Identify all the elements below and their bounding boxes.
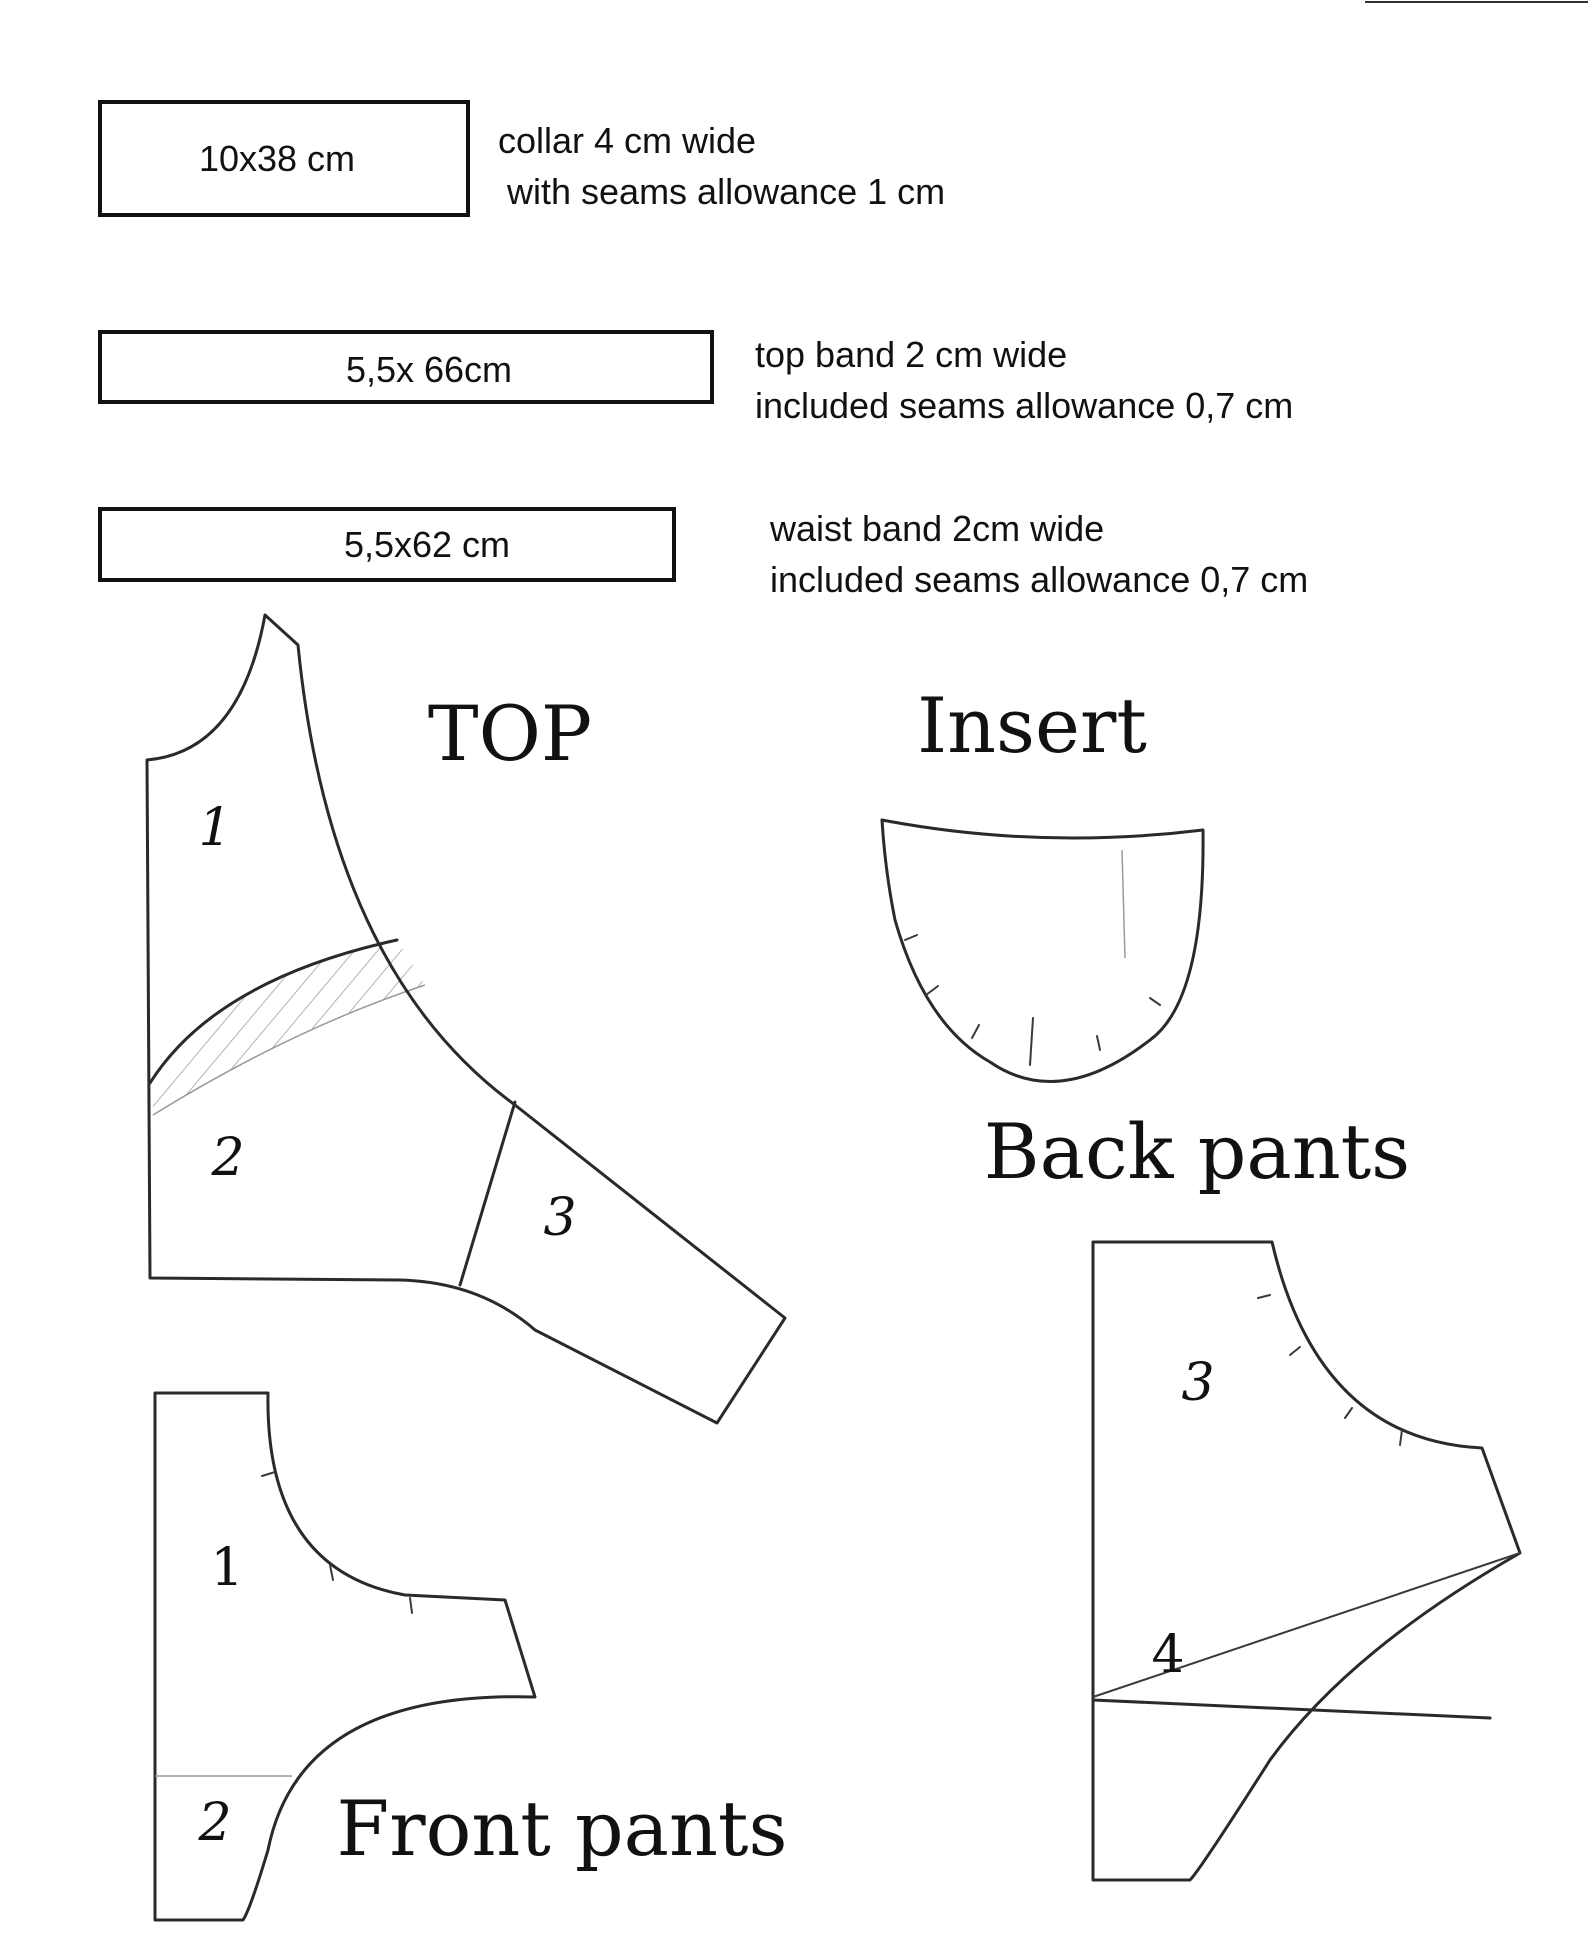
insert-notch-2 [926,986,938,995]
back-pants-divider [1093,1700,1490,1718]
insert-notch-1 [905,935,917,940]
front-pants-number-1: 1 [210,1538,244,1598]
insert-outline [882,820,1203,1082]
back-pants-number-4: 4 [1151,1625,1185,1685]
insert-notch-4 [1030,1018,1033,1065]
back-pants-notch-1 [1258,1295,1270,1298]
insert-notch-3 [972,1025,979,1038]
collar-note-line1: collar 4 cm wide [498,120,757,161]
back-pants-number-3: 3 [1181,1353,1215,1413]
collar-strip [100,102,945,215]
collar-note-line2: with seams allowance 1 cm [507,171,946,212]
front-pants-notch-3 [410,1598,412,1613]
collar-dimension: 10x38 cm [198,138,356,179]
top-divider-2-3 [460,1102,515,1285]
top-piece-number-2: 2 [211,1128,245,1188]
top-band-note-line1: top band 2 cm wide [755,334,1068,375]
front-pants-title: Front pants [336,1784,788,1873]
insert-center-line [1122,850,1125,958]
insert-notch-6 [1150,998,1160,1005]
back-pants-outline [1093,1242,1520,1880]
back-pants-notch-4 [1400,1430,1402,1445]
insert-title: Insert [917,681,1147,770]
back-pants-notch-3 [1345,1408,1352,1418]
insert-pattern-piece [882,681,1203,1082]
top-piece-number-1: 1 [198,798,232,858]
front-pants-pattern-piece [155,1393,787,1920]
waist-band-note-line2: included seams allowance 0,7 cm [770,559,1309,600]
front-pants-number-2: 2 [198,1793,232,1853]
top-title: TOP [427,689,593,778]
top-piece-number-3: 3 [543,1188,577,1248]
top-pattern-piece [147,615,785,1423]
back-pants-title: Back pants [983,1107,1411,1196]
top-hatched-seam-area [153,940,425,1115]
top-band-strip [100,332,1293,426]
insert-notch-5 [1097,1036,1100,1050]
top-band-note-line2: included seams allowance 0,7 cm [755,385,1294,426]
back-pants-pattern-piece [984,1107,1520,1880]
waist-band-dimension: 5,5x62 cm [343,524,511,565]
front-pants-notch-1 [262,1472,275,1476]
waist-band-strip [100,508,1308,600]
top-band-dimension: 5,5x 66cm [345,349,513,390]
waist-band-note-line1: waist band 2cm wide [770,508,1105,549]
back-pants-notch-2 [1290,1347,1300,1355]
